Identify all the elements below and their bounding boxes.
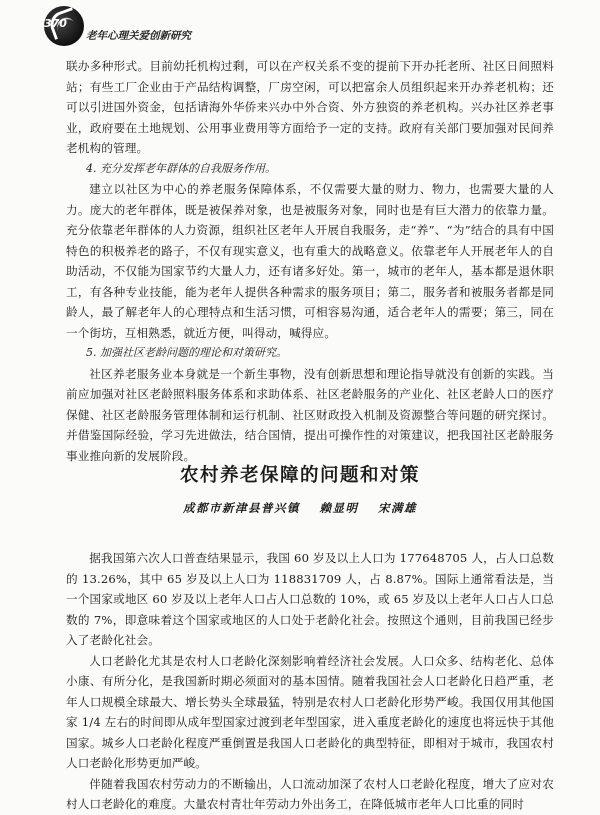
article-byline: 成都市新津县普兴镇 赖显明 宋满雄 [182,501,417,515]
paragraph-5: 社区养老服务业本身就是一个新生事物，没有创新思想和理论指导就没有创新的实践。当前应加强对社区老龄照料服务体系和求助体系、社区老龄服务的产业化、社区老龄人口的医疗保健、社区老龄服务管理体制和运行机制、社区财政投入机制及资源整合等问题的研究探讨。并借鉴国际经验，学习先进做法，结合国情，提出可操作性的对策建议，把我国社区老龄服务事业推向新的发展阶段。 [66,366,554,463]
page-header [0,0,600,48]
article-paragraph-1: 据我国第六次人口普查结果显示，我国 60 岁及以上人口为 177648705 人，占人口总数的 13.26%，其中 65 岁及以上人口为 118831709 人，占 8.87%。国际上通常看法是，当一个国家或地区 60 岁及以上老年人口占人口总数的 10%，或 65 岁及以上老年人口占人口总数的 7%，即意味着这个国家或地区的人口处于老龄化社会。按照这个通则，目前我国已经步入了老龄化社会。 [66,551,554,647]
article-paragraph-3: 伴随着我国农村劳动力的不断输出，人口流动加深了农村人口老龄化程度，增大了应对农村人口老龄化的难度。大量农村青壮年劳动力外出务工，在降低城市老年人口比重的同时 [66,776,554,811]
continued-paragraph: 联办多种形式。目前幼托机构过剩，可以在产权关系不变的提前下开办托老所、社区日间照料站；有些工厂企业由于产品结构调整，厂房空闲，可以把富余人员组织起来开办养老机构；还可以引进国外资金，包括请海外华侨来兴办中外合资、外方独资的养老机构。兴办社区养老事业，政府要在土地规划、公用事业费用等方面给予一定的支持。政府有关部门要加强对民间养老机构的管理。 [66,59,554,155]
section-heading-5: 5. 加强社区老龄问题的理论和对策研究。 [86,346,287,359]
section-heading-4: 4. 充分发挥老年群体的自我服务作用。 [86,161,276,175]
page-number: 370 [44,17,67,30]
previous-article-section [66,56,554,466]
running-head: 老年心理关爱创新研究 [86,30,191,42]
article-paragraph-2: 人口老龄化尤其是农村人口老龄化深刻影响着经济社会发展。人口众多、结构老化、总体小康、有所分化，是我国新时期必须面对的基本国情。随着我国社会人口老龄化日趋严重，老年人口规模全球最大、增长势头全球最猛，特别是农村人口老龄化形势严峻。我国仅用其他国家 1/4 左右的时间即从成年型国家过渡到老年型国家，进入重度老龄化的速度也将远快于其他国家。城乡人口老龄化程度严重倒置是我国人口老龄化的典型特征，即相对于城市，我国农村人口老龄化形势更加严峻。 [66,653,554,770]
article-title: 农村养老保障的问题和对策 [179,465,420,486]
article-body [66,548,554,815]
paragraph-4: 建立以社区为中心的养老服务保障体系，不仅需要大量的财力、物力，也需要大量的人力。庞大的老年群体，既是被保养对象，也是被服务对象，同时也是有巨大潜力的依靠力量。充分依靠老年群体的人力资源，组织社区老年人开展自我服务，走“养”、“为”结合的具有中国特色的积极养老的路子，不仅有现实意义，也有重大的战略意义。依靠老年人开展老年人的自助活动，不仅能为国家节约大量人力，还有诸多好处。第一，城市的老年人，基本都是退休职工，有各种专业技能，能为老年人提供各种需求的服务项目；第二，服务者和被服务者都是同龄人，最了解老年人的心理特点和生活习惯，可相容易沟通，适合老年人的需要；第三，同在一个街坊，互相熟悉，就近方便，叫得动，喊得应。 [66,182,554,340]
